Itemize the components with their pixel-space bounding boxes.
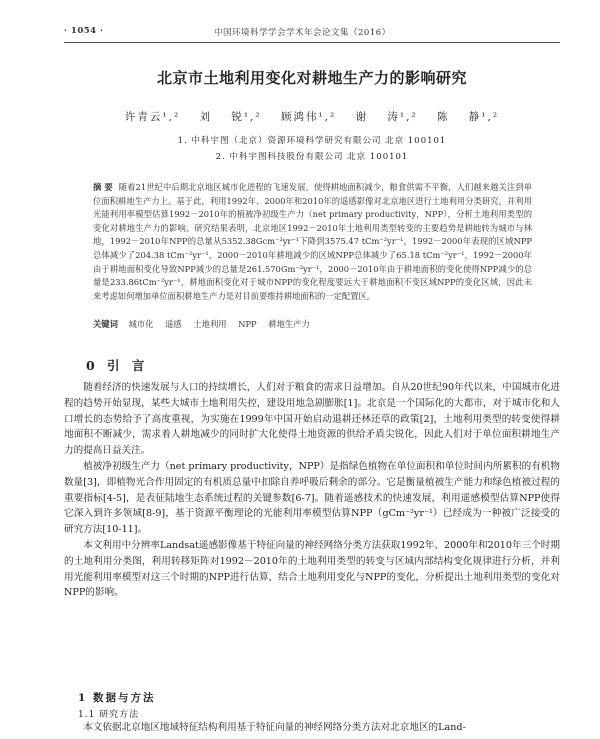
keywords	[93, 318, 532, 330]
page-number: · 1054 ·	[64, 26, 104, 36]
running-header	[64, 26, 560, 42]
keyword: 耕地生产力	[268, 319, 310, 329]
paragraph: 本文利用中分辨率Landsat遥感影像基于特征向量的神经网络分类方法获取1992年、2000年和2010年三个时期的土地利用分类图，利用转移矩阵对1992－2010年的土地利用类型的转变与区域内部结构变化规律进行分析，并利用光能利用率模型对这三个时期的NPP进行估算，结合土地利用变化与NPP的变化，分析提出土地利用类型的变化对NPP的影响。	[64, 539, 560, 599]
subsection-heading: 1.1 研究方法	[78, 710, 140, 720]
abstract-text: 随着21世纪中后期北京地区城市化进程的飞速发展，使得耕地面积减少，粮食供需不平衡，人们越来越关注到单位面积耕地生产力上。基于此，利用1992年、2000年和2010年的遥感影像对北京地区进行土地利用分类研究，并利用光能利用率模型估算1992－2010年的植被净初级生产力（net primary productivity，NPP），分析土地利用类型的变化对耕地生产力的影响。研究结果表明，北京地区1992－2010年土地利用类型转变的主要趋势是耕地转为城市与林地，1992－2010年NPP的总量从5352.38Gcm⁻²yr⁻¹下降到3575.47 tCm⁻²yr⁻¹，1992－2000年表现的区域NPP总体减少了204.38 tCm⁻²yr⁻¹，2000－2010年耕地减少的区域NPP总体减少了65.18 tCm⁻²yr⁻¹，1992－2000年由于耕地面积变化导致NPP减少的总量是261.570Gm⁻²yr⁻¹，2000－2010年由于耕地面积的变化使得NPP减少的总量是233.86tCm⁻²yr⁻¹，耕地面积变化对于城市NPP的变化程度要远大于耕地面积不变区域NPP的变化区域，因此未来考虑如何增加单位面积耕地生产力是对目前要维持耕地面积的一定配置区。	[93, 182, 533, 301]
paragraph: 随着经济的快速发展与人口的持续增长，人们对于粮食的需求日益增加。自从20世纪90年代以来，中国城市化进程的趋势开始显现，某些大城市土地利用失控，建设用地急剧膨胀[1]。北京是一个国际化的大都市，对于城市化和人口增长的态势给予了高度重视，为实施在1999年中国开始启动退耕还林还草的政策[2]，土地利用类型的转变使得耕地面积不断减少，需求着人耕地减少的同时扩大化使得土地资源的供给矛盾尖锐化，因此人们对于单位面积耕地生产力的提高日益关注。	[64, 382, 560, 457]
keyword: 土地利用	[193, 319, 227, 329]
header-rule	[64, 42, 560, 43]
keyword: 城市化	[128, 319, 154, 329]
affiliation-2: 2. 中科宇图科技股份有限公司 北京 100101	[215, 152, 409, 162]
abstract-label: 摘 要	[93, 182, 113, 192]
author-list: 许青云¹,² 刘 锐¹,² 顾鸿伟¹,² 谢 涛¹,² 陈 静¹,²	[124, 111, 500, 123]
method-body	[64, 720, 560, 736]
keyword: 遥感	[165, 319, 182, 329]
keyword: NPP	[238, 319, 257, 329]
paragraph: 植被净初级生产力（net primary productivity，NPP）是指绿色植物在单位面积和单位时间内所累积的有机物数量[3]，即植物光合作用固定的有机质总量中扣除自养呼吸后剩余的部分。它是衡量植被生产能力和绿色植被过程的重要指标[4-5]，是表征陆地生态系统过程的关键参数[6-7]。随着遥感技术的快速发展，利用遥感模型估算NPP使得它深入到许多领域[8-9]，基于资源平衡理论的光能利用率模型估算NPP（gCm⁻²yr⁻¹）已经成为一种被广泛接受的研究方法[10-11]。	[64, 460, 560, 536]
affiliation-1: 1. 中科宇图（北京）资源环境科学研究有限公司 北京 100101	[177, 136, 447, 146]
intro-body	[64, 380, 560, 601]
section-heading-data: 1 数据与方法	[78, 692, 156, 704]
keywords-label: 关键词	[93, 319, 118, 329]
paper-title: 北京市土地利用变化对耕地生产力的影响研究	[156, 69, 467, 87]
journal-title: 中国环境科学学会学术年会论文集（2016）	[214, 28, 391, 38]
section-heading-intro: 0 引 言	[86, 358, 149, 373]
abstract	[93, 181, 532, 303]
paragraph: 本文依据北京地区地域特征结构利用基于特征向量的神经网络分类方法对北京地区的Land-	[83, 722, 466, 733]
